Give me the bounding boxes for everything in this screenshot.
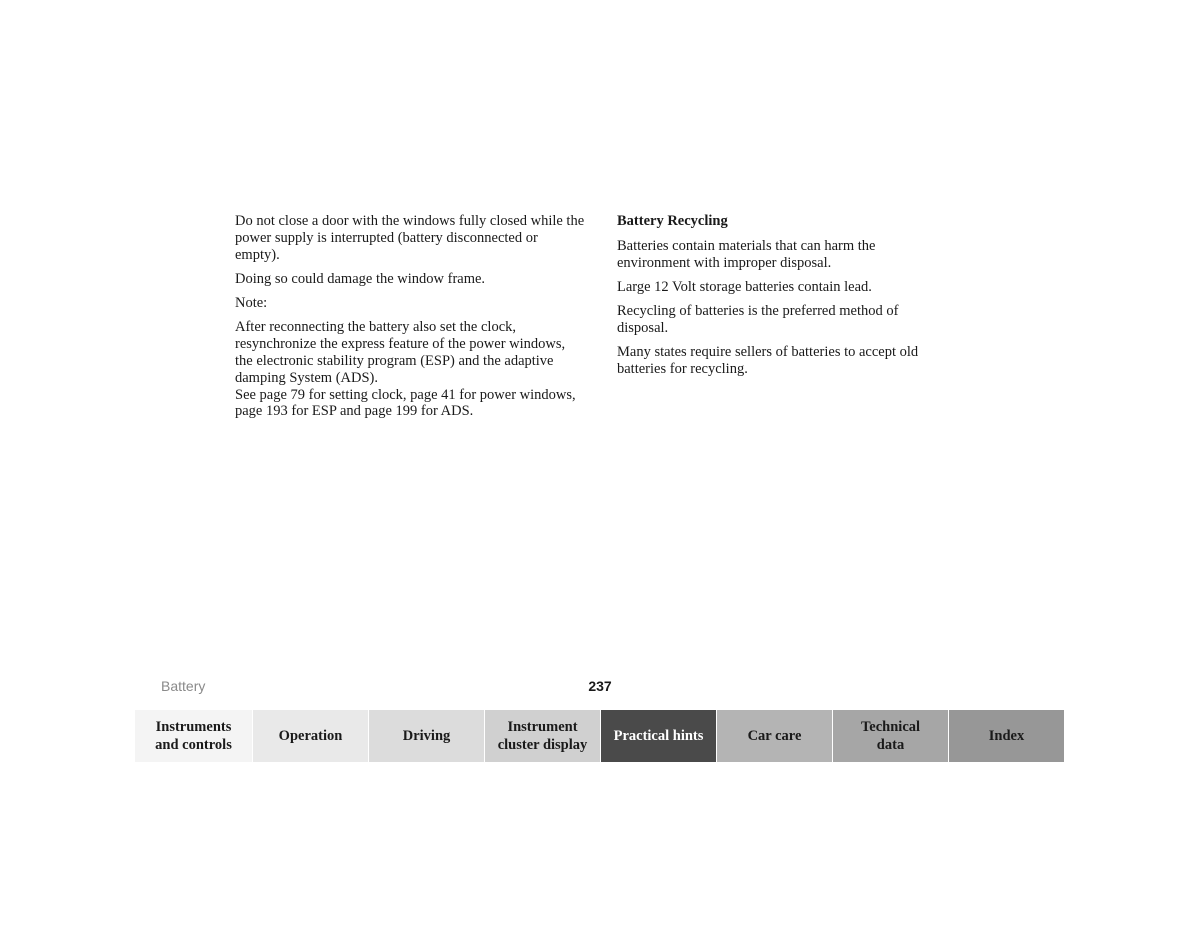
paragraph: Doing so could damage the window frame. — [235, 270, 486, 287]
paragraph: Many states require sellers of batteries to accept old batteries for recycling. — [617, 344, 919, 378]
left-column — [235, 213, 585, 428]
paragraph: See page 79 for setting clock, page 41 for power windows, page 193 for ESP and page 199 for ADS. — [235, 386, 576, 420]
tab-car-care[interactable]: Car care — [716, 710, 832, 762]
paragraph: Large 12 Volt storage batteries contain lead. — [617, 278, 872, 295]
paragraph: Recycling of batteries is the preferred method of disposal. — [617, 303, 899, 336]
section-heading: Battery Recycling — [617, 213, 728, 229]
page-number: 237 — [588, 678, 612, 694]
note-label: Note: — [235, 295, 268, 312]
tab-operation[interactable]: Operation — [252, 710, 368, 762]
paragraph: After reconnecting the battery also set the clock, resynchronize the express feature of the power windows, the electronic stability program (ESP) and the adaptive damping System (ADS). — [235, 319, 566, 386]
paragraph: Batteries contain materials that can harm the environment with improper disposal. — [617, 237, 876, 271]
tab-driving[interactable]: Driving — [368, 710, 484, 762]
chapter-tab-bar — [135, 710, 1064, 762]
right-column — [617, 213, 952, 385]
tab-instrument-cluster-display[interactable]: Instrument cluster display — [484, 710, 600, 762]
tab-index[interactable]: Index — [948, 710, 1064, 762]
tab-technical-data[interactable]: Technical data — [832, 710, 948, 762]
paragraph: Do not close a door with the windows fully closed while the power supply is interrupted (battery disconnected or empty). — [235, 213, 585, 263]
section-name: Battery — [161, 678, 206, 694]
tab-instruments-and-controls[interactable]: Instruments and controls — [135, 710, 252, 762]
tab-practical-hints[interactable]: Practical hints — [600, 710, 716, 762]
